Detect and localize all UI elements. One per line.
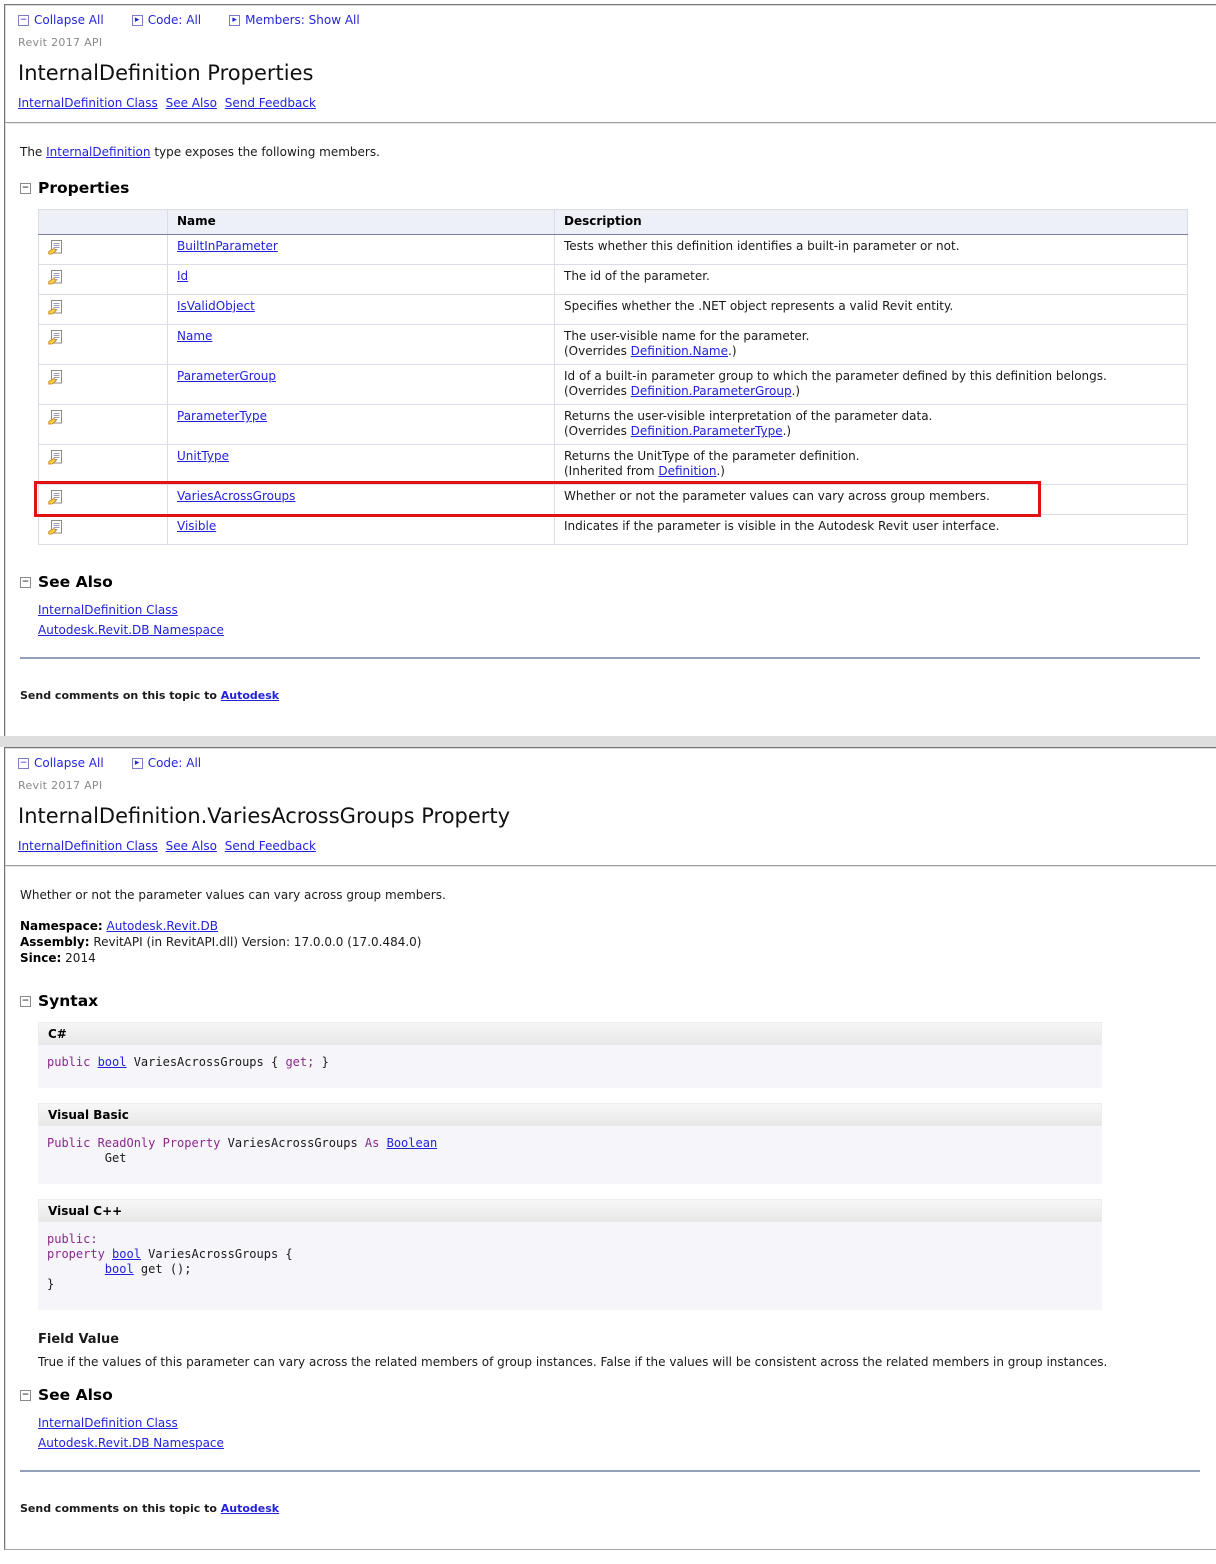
collapse-all-button[interactable]: [18, 756, 104, 770]
see-also-link[interactable]: InternalDefinition Class: [38, 603, 178, 617]
page-body: [5, 123, 1216, 736]
see-also-section-heading: [20, 573, 1200, 591]
autodesk-link[interactable]: Autodesk: [220, 1502, 280, 1515]
property-name-link[interactable]: IsValidObject: [177, 299, 255, 313]
code-blocks: [38, 1022, 1102, 1310]
namespace-label: Namespace:: [20, 919, 103, 933]
code-keyword: As: [364, 1136, 387, 1150]
definition-member-link[interactable]: Definition.ParameterType: [630, 424, 783, 438]
page-header: [5, 748, 1216, 866]
name-column-header: Name: [168, 210, 555, 235]
code-block: [38, 1199, 1102, 1310]
members-filter-label[interactable]: Members: Show All: [245, 13, 360, 27]
toolbar: [18, 13, 1200, 27]
icon-column-header: [39, 210, 168, 235]
code-text: get ();: [133, 1262, 192, 1276]
override-note: (Overrides Definition.ParameterGroup.): [564, 384, 801, 398]
code-type-link[interactable]: bool: [112, 1247, 141, 1261]
namespace-line: [20, 918, 1200, 934]
table-row: [39, 515, 1188, 545]
help-page-property-detail: [4, 747, 1216, 1550]
property-name-link[interactable]: BuiltInParameter: [177, 239, 278, 253]
property-name-link[interactable]: Id: [177, 269, 189, 283]
code-filter-label[interactable]: Code: All: [147, 13, 202, 27]
property-icon: [48, 244, 64, 258]
property-icon: [48, 454, 64, 468]
property-icon: [48, 274, 64, 288]
code-keyword: Public ReadOnly Property: [47, 1136, 228, 1150]
screenshot-gap: [0, 736, 1216, 747]
footer-divider: [20, 1470, 1200, 1472]
properties-heading-label: Properties: [38, 179, 130, 197]
page-title: InternalDefinition.VariesAcrossGroups Property: [18, 804, 511, 828]
properties-table: [38, 209, 1188, 545]
collapse-minus-icon[interactable]: −: [19, 757, 28, 768]
table-row: [39, 405, 1188, 445]
send-feedback-link[interactable]: Send Feedback: [224, 839, 316, 853]
page-header: [5, 5, 1216, 123]
intro-text-post: type exposes the following members.: [150, 145, 380, 159]
code-keyword: public:: [47, 1232, 98, 1246]
table-row: [39, 445, 1188, 485]
code-block: [38, 1022, 1102, 1088]
collapse-all-label[interactable]: Collapse All: [34, 756, 104, 770]
property-name-link[interactable]: ParameterGroup: [177, 369, 276, 383]
see-also-link[interactable]: Autodesk.Revit.DB Namespace: [38, 1436, 224, 1450]
since-line: [20, 950, 1200, 966]
code-language-tab[interactable]: Visual C++: [38, 1199, 1102, 1222]
code-language-tab[interactable]: Visual Basic: [38, 1103, 1102, 1126]
collapse-minus-icon[interactable]: −: [19, 14, 28, 25]
code-type-link[interactable]: bool: [104, 1262, 134, 1276]
definition-member-link[interactable]: Definition.Name: [630, 344, 728, 358]
code-filter-button[interactable]: [132, 756, 201, 770]
assembly-value: RevitAPI (in RevitAPI.dll) Version: 17.0.0.0 (17.0.484.0): [89, 935, 422, 949]
property-description: Returns the user-visible interpretation of the parameter data.: [564, 409, 933, 423]
namespace-link[interactable]: Autodesk.Revit.DB: [106, 919, 218, 933]
property-icon: [48, 494, 64, 508]
code-type-link[interactable]: bool: [97, 1055, 127, 1069]
properties-table-wrap: [38, 209, 1188, 545]
members-arrow-icon[interactable]: ▸: [229, 15, 240, 26]
section-collapse-icon[interactable]: −: [21, 182, 30, 193]
override-note: (Overrides Definition.Name.): [564, 344, 737, 358]
table-row: [39, 485, 1188, 515]
see-also-section-heading: [20, 1386, 1200, 1404]
definition-member-link[interactable]: Definition: [658, 464, 717, 478]
code-type-link[interactable]: Boolean: [386, 1136, 438, 1150]
class-link[interactable]: InternalDefinition Class: [18, 839, 158, 853]
internaldefinition-link[interactable]: InternalDefinition: [46, 145, 151, 159]
table-row: [39, 235, 1188, 265]
send-feedback-link[interactable]: Send Feedback: [224, 96, 316, 110]
code-language-tab[interactable]: C#: [38, 1022, 1102, 1045]
since-label: Since:: [20, 951, 62, 965]
product-name: Revit 2017 API: [18, 36, 103, 49]
code-arrow-icon[interactable]: ▸: [132, 15, 143, 26]
definition-member-link[interactable]: Definition.ParameterGroup: [630, 384, 792, 398]
feedback-footer: [20, 689, 1200, 702]
class-link[interactable]: InternalDefinition Class: [18, 96, 158, 110]
property-description: Tests whether this definition identifies a built-in parameter or not.: [564, 239, 960, 253]
feedback-text: Send comments on this topic to: [20, 1502, 221, 1515]
property-icon: [48, 414, 64, 428]
override-note: (Inherited from Definition.): [564, 464, 725, 478]
property-description: Indicates if the parameter is visible in the Autodesk Revit user interface.: [564, 519, 1000, 533]
see-also-links: [38, 603, 1200, 637]
page-body: [5, 866, 1216, 1549]
property-icon: [48, 334, 64, 348]
table-row: [39, 365, 1188, 405]
collapse-all-button[interactable]: [18, 13, 104, 27]
property-description: Id of a built-in parameter group to which the parameter defined by this definition belongs.: [564, 369, 1107, 383]
section-collapse-icon[interactable]: −: [21, 995, 30, 1006]
see-also-link[interactable]: Autodesk.Revit.DB Namespace: [38, 623, 224, 637]
property-description: The id of the parameter.: [564, 269, 710, 283]
meta-block: [20, 918, 1200, 966]
property-description: Returns the UnitType of the parameter definition.: [564, 449, 860, 463]
property-description: Whether or not the parameter values can vary across group members.: [564, 489, 990, 503]
product-name: Revit 2017 API: [18, 779, 103, 792]
table-row: [39, 295, 1188, 325]
footer-divider: [20, 657, 1200, 659]
property-icon: [48, 374, 64, 388]
code-snippet: [38, 1126, 1102, 1184]
field-value-text: True if the values of this parameter can vary across the related members of group instances. False if the values will be consistent across the related members in group instances.: [38, 1355, 1108, 1369]
see-also-link[interactable]: See Also: [165, 839, 217, 853]
members-filter-button[interactable]: [229, 13, 360, 27]
see-also-heading-label: See Also: [38, 1386, 113, 1404]
code-keyword: get;: [285, 1055, 315, 1069]
see-also-link[interactable]: InternalDefinition Class: [38, 1416, 178, 1430]
code-keyword: public: [47, 1055, 98, 1069]
table-row: [39, 325, 1188, 365]
property-icon: [48, 304, 64, 318]
property-name-link[interactable]: Visible: [177, 519, 217, 533]
assembly-line: [20, 934, 1200, 950]
field-value-heading: Field Value: [38, 1332, 120, 1347]
property-name-link[interactable]: Name: [177, 329, 213, 343]
see-also-links: [38, 1416, 1200, 1450]
autodesk-link[interactable]: Autodesk: [220, 689, 280, 702]
code-text: }: [47, 1277, 55, 1291]
feedback-text: Send comments on this topic to: [20, 689, 221, 702]
property-description: The user-visible name for the parameter.: [564, 329, 810, 343]
page-margin: [0, 1550, 1216, 1564]
code-block: [38, 1103, 1102, 1184]
help-page-properties-list: [4, 4, 1216, 736]
properties-table-body: [39, 235, 1188, 545]
see-also-heading-label: See Also: [38, 573, 113, 591]
description-column-header: Description: [555, 210, 1188, 235]
page-title: InternalDefinition Properties: [18, 61, 314, 85]
property-name-link[interactable]: ParameterType: [177, 409, 267, 423]
code-text: VariesAcrossGroups {: [126, 1055, 286, 1069]
code-filter-button[interactable]: [132, 13, 201, 27]
override-note: (Overrides Definition.ParameterType.): [564, 424, 792, 438]
since-value: 2014: [61, 951, 96, 965]
header-links: [18, 96, 1200, 110]
code-filter-label[interactable]: Code: All: [147, 756, 202, 770]
code-snippet: [38, 1222, 1102, 1310]
property-name-link[interactable]: UnitType: [177, 449, 229, 463]
code-keyword: property: [47, 1247, 113, 1261]
code-text: Get: [47, 1151, 127, 1165]
property-icon: [48, 524, 64, 538]
section-collapse-icon[interactable]: −: [21, 576, 30, 587]
see-also-link[interactable]: See Also: [165, 96, 217, 110]
intro-text-pre: The: [20, 145, 47, 159]
table-row: [39, 265, 1188, 295]
assembly-label: Assembly:: [20, 935, 90, 949]
header-links: [18, 839, 1200, 853]
property-name-link[interactable]: VariesAcrossGroups: [177, 489, 296, 503]
property-summary: Whether or not the parameter values can vary across group members.: [20, 888, 446, 902]
property-description: Specifies whether the .NET object represents a valid Revit entity.: [564, 299, 954, 313]
code-text: VariesAcrossGroups {: [140, 1247, 293, 1261]
code-text: }: [314, 1055, 329, 1069]
toolbar: [18, 756, 1200, 770]
code-text: [47, 1262, 105, 1276]
section-collapse-icon[interactable]: −: [21, 1389, 30, 1400]
collapse-all-label[interactable]: Collapse All: [34, 13, 104, 27]
code-snippet: [38, 1045, 1102, 1088]
syntax-heading-label: Syntax: [38, 992, 99, 1010]
table-header-row: [39, 210, 1188, 235]
code-text: VariesAcrossGroups: [227, 1136, 365, 1150]
feedback-footer: [20, 1502, 1200, 1515]
code-arrow-icon[interactable]: ▸: [132, 758, 143, 769]
syntax-section-heading: [20, 992, 1200, 1010]
intro-line: [20, 145, 1200, 159]
properties-section-heading: [20, 179, 1200, 197]
